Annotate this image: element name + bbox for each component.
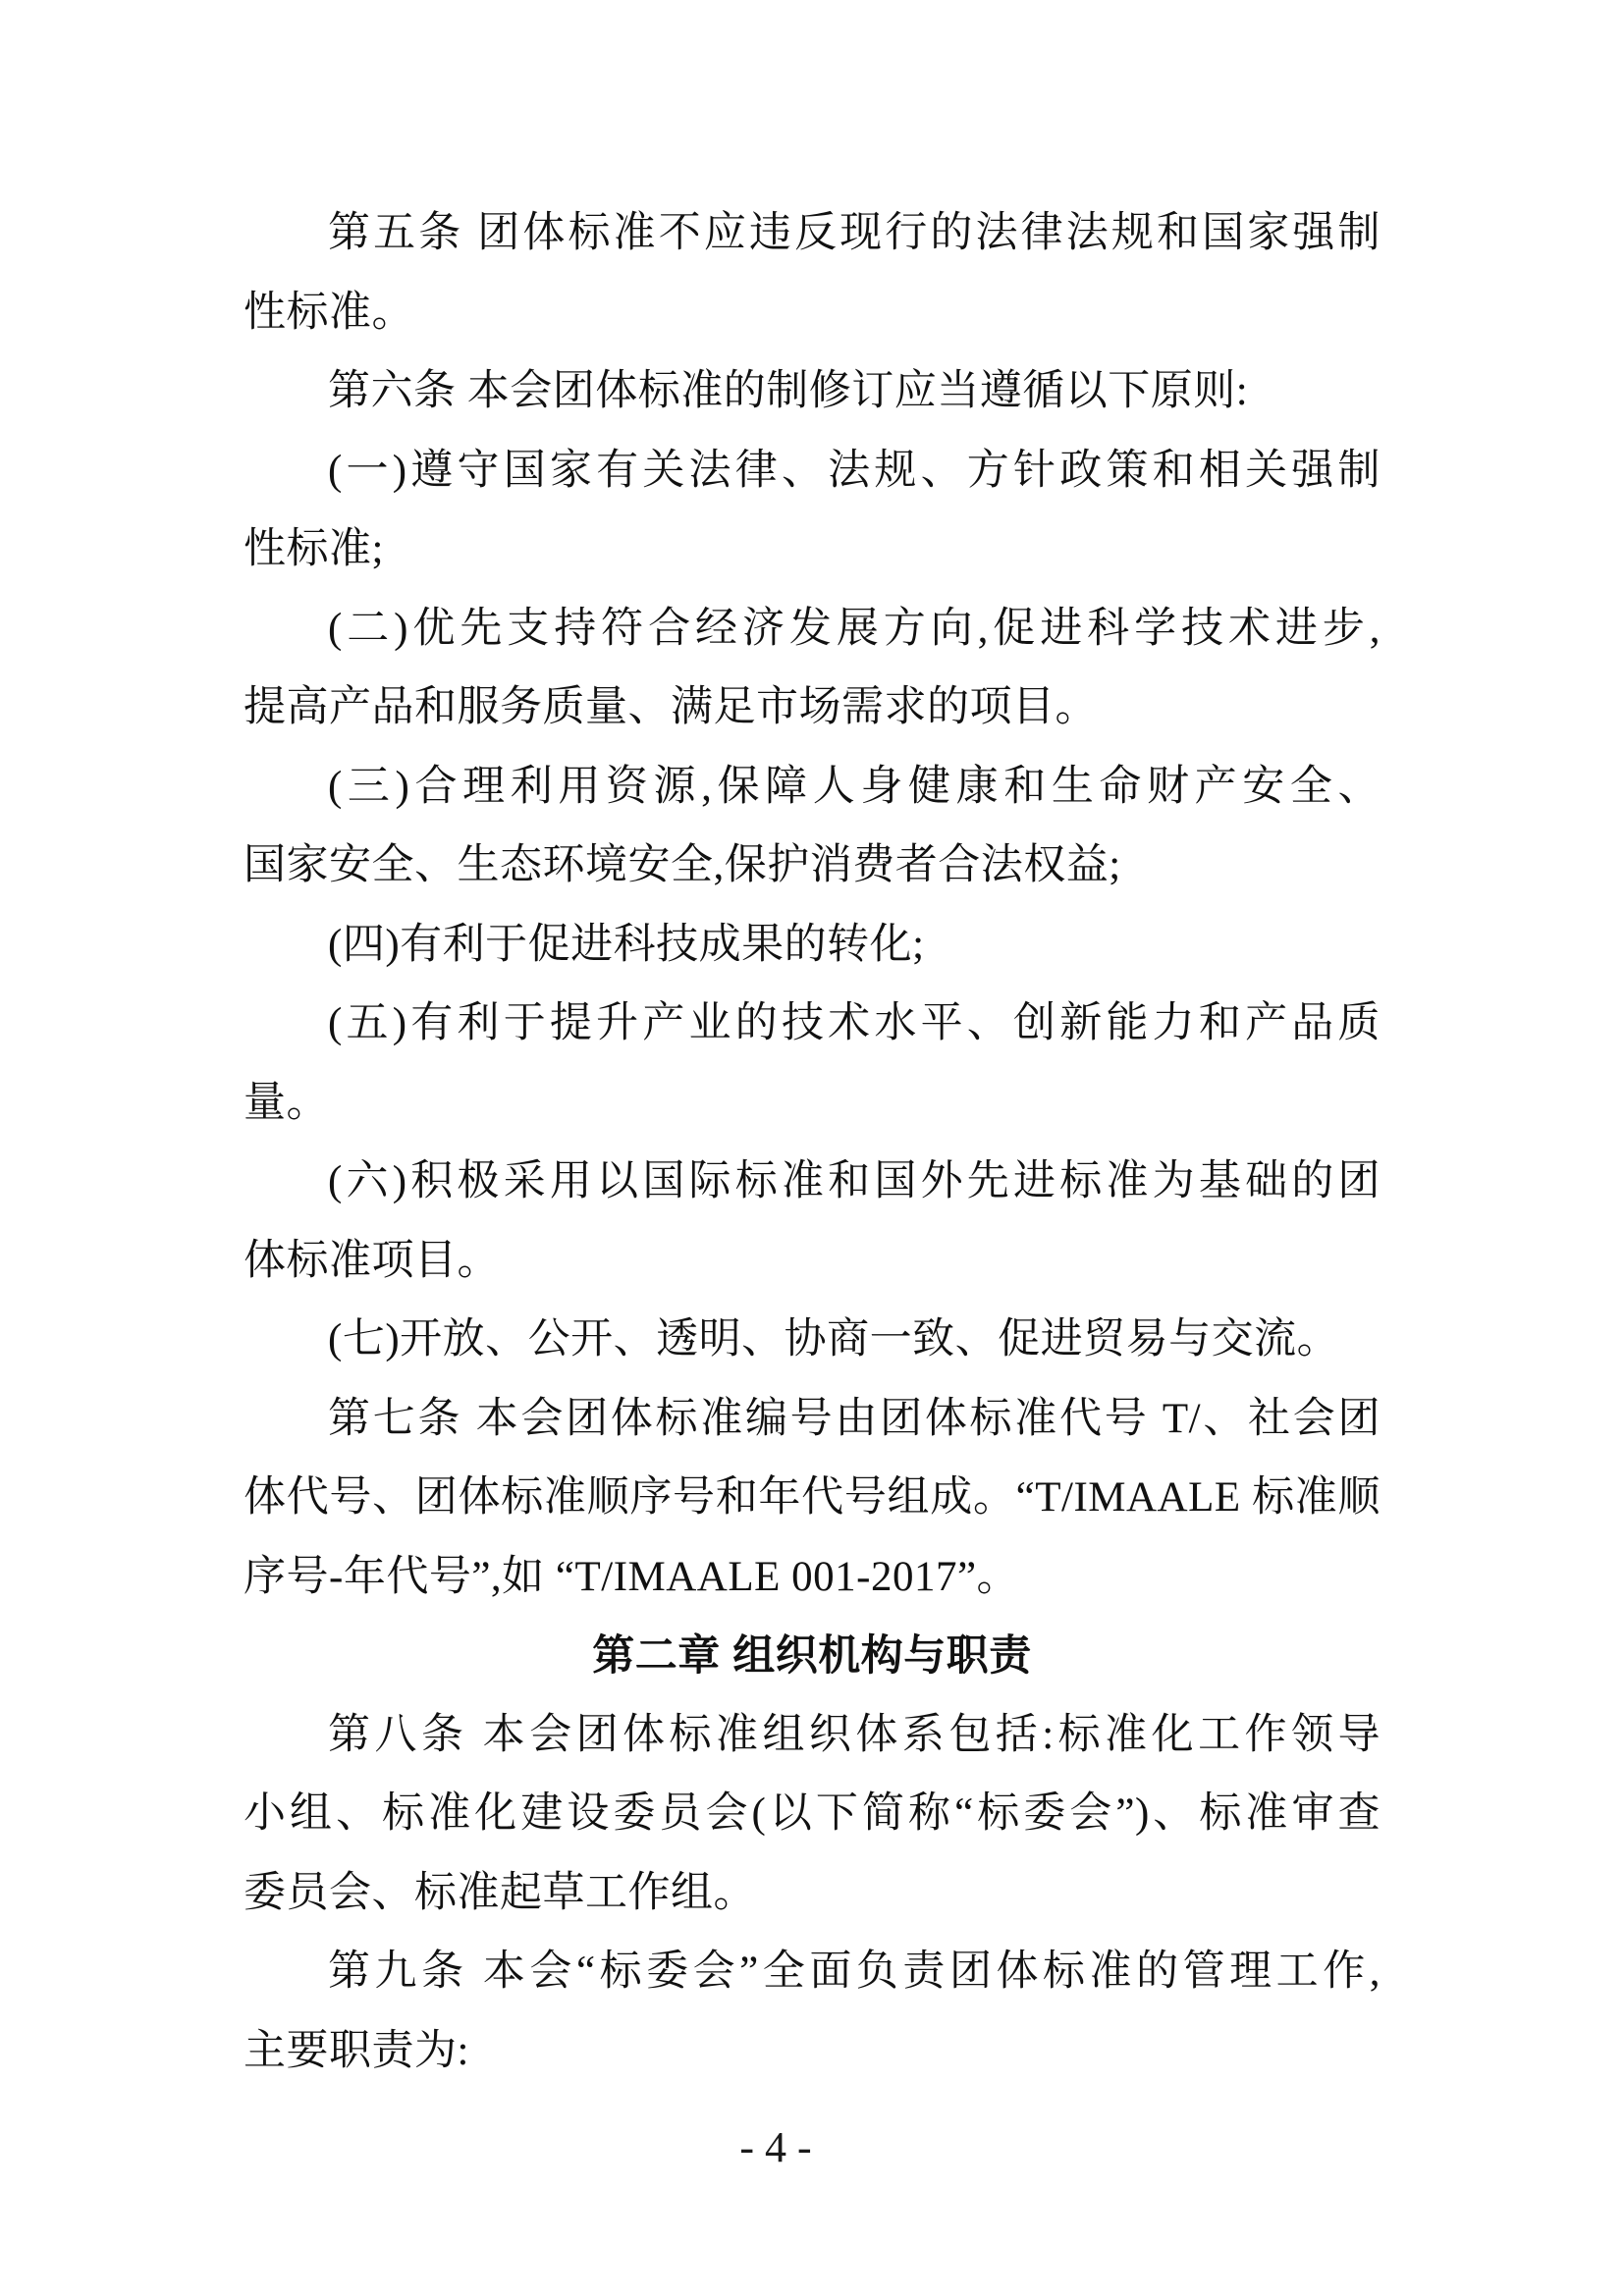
text-line: 委员会、标准起草工作组。 (244, 1869, 756, 1916)
text-line: 主要职责为: (244, 2027, 469, 2074)
text-line: 第六条 本会团体标准的制修订应当遵循以下原则: (328, 368, 1249, 414)
text-line: 性标准。 (244, 289, 414, 336)
text-line: (五)有利于提升产业的技术水平、创新能力和产品质 (328, 1000, 1380, 1046)
document-body (244, 194, 1380, 2091)
text-line: 国家安全、生态环境安全,保护消费者合法权益; (244, 842, 1121, 888)
text-line: 序号-年代号”,如 “T/IMAALE 001-2017”。 (244, 1553, 1020, 1600)
text-line: 提高产品和服务质量、满足市场需求的项目。 (244, 684, 1098, 730)
text-line: 性标准; (244, 526, 384, 572)
chapter-heading: 第二章 组织机构与职责 (592, 1632, 1032, 1680)
text-line: 体标准项目。 (244, 1237, 500, 1284)
text-line: 量。 (244, 1079, 329, 1126)
text-line: 第八条 本会团体标准组织体系包括:标准化工作领导 (328, 1711, 1380, 1758)
page-number: - 4 - (739, 2123, 812, 2171)
text-line: (七)开放、公开、透明、协商一致、促进贸易与交流。 (328, 1316, 1340, 1362)
text-line: (三)合理利用资源,保障人身健康和生命财产安全、 (328, 763, 1380, 810)
text-line: 第五条 团体标准不应违反现行的法律法规和国家强制 (328, 210, 1380, 256)
text-line: 小组、标准化建设委员会(以下简称“标委会”)、标准审查 (244, 1790, 1380, 1837)
text-line: 第七条 本会团体标准编号由团体标准代号 T/、社会团 (328, 1395, 1380, 1442)
text-line: 第九条 本会“标委会”全面负责团体标准的管理工作, (328, 1949, 1380, 1995)
text-line: (六)积极采用以国际标准和国外先进标准为基础的团 (328, 1158, 1380, 1204)
text-line: (二)优先支持符合经济发展方向,促进科学技术进步, (328, 605, 1380, 652)
text-line: 体代号、团体标准顺序号和年代号组成。“T/IMAALE 标准顺 (244, 1474, 1380, 1521)
text-line: (四)有利于促进科技成果的转化; (328, 921, 925, 968)
text-line: (一)遵守国家有关法律、法规、方针政策和相关强制 (328, 447, 1380, 494)
